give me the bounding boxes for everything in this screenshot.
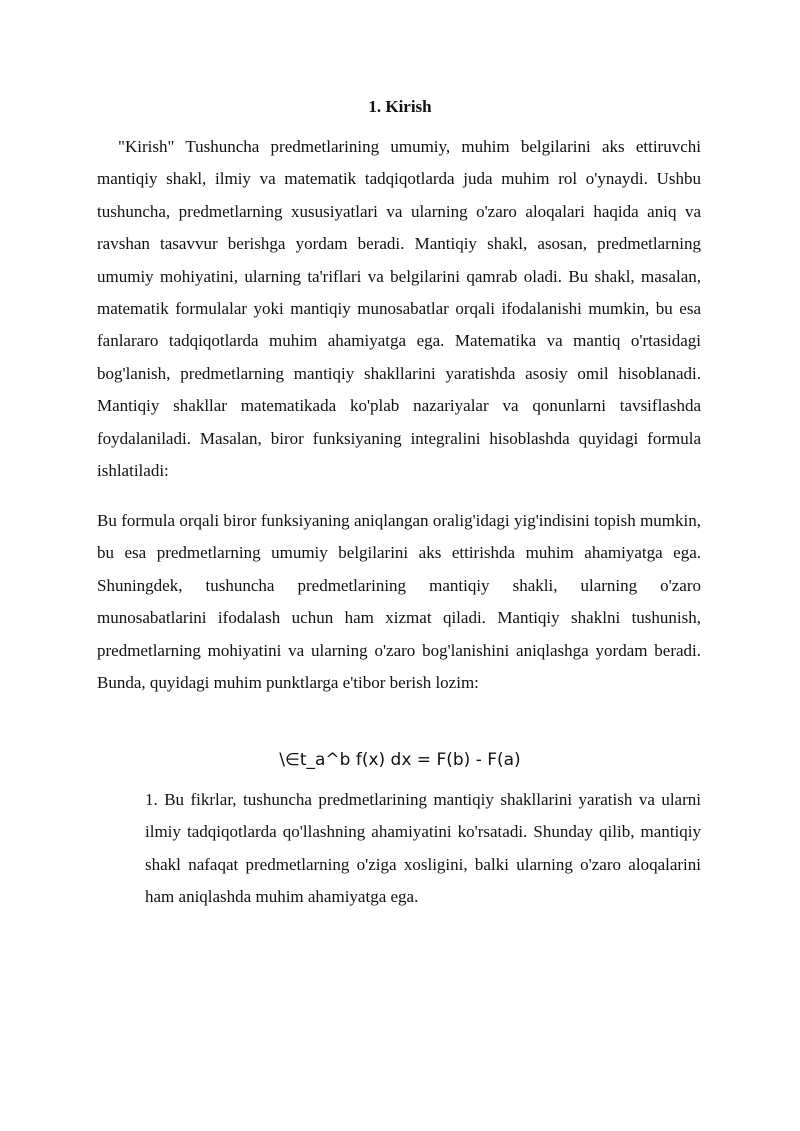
list-item: 1. Bu fikrlar, tushuncha predmetlarining mantiqiy shakllarini yaratish va ularni ilmiy tadqiqotlarda qo'llashning ahamiyatini ko'rsatadi. Shunday qilib, mantiqiy shakl nafaqat predmetlarning o'ziga xosligini, balki ularning o'zaro aloqalarini ham aniqlashda muhim ahamiyatga ega. <box>145 790 701 907</box>
paragraph-intro: "Kirish" Tushuncha predmetlarining umumiy, muhim belgilarini aks ettiruvchi mantiqiy shakl, ilmiy va matematik tadqiqotlarda juda muhim rol o'ynaydi. Ushbu tushuncha, predmetlarning xususiyatlari va ularning o'zaro aloqalari haqida aniq va ravshan tasavvur berishga yordam beradi. Mantiqiy shakl, asosan, predmetlarning umumiy mohiyatini, ularning ta'riflari va belgilarini qamrab oladi. Bu shakl, masalan, matematik formulalar yoki mantiqiy munosabatlar orqali ifodalanishi mumkin, bu esa fanlararo tadqiqotlarda muhim ahamiyatga ega. Matematika va mantiq o'rtasidagi bog'lanish, predmetlarning mantiqiy shakllarini yaratishda asosiy omil hisoblanadi. Mantiqiy shakllar matematikada ko'plab nazariyalar va qonunlarni tavsiflashda foydalaniladi. Masalan, biror funksiyaning integralini hisoblashda quyidagi formula ishlatiladi: <box>97 137 701 481</box>
section-heading: 1. Kirish <box>368 97 432 116</box>
paragraph-formula-explanation: Bu formula orqali biror funksiyaning aniqlangan oralig'idagi yig'indisini topish mumkin, bu esa predmetlarning umumiy belgilarini aks ettirishda muhim ahamiyatga ega. Shuningdek, tushuncha predmetlarining mantiqiy shakli, ularning o'zaro munosabatlarini ifodalash uchun ham xizmat qiladi. Mantiqiy shaklni tushunish, predmetlarning mohiyatini va ularning o'zaro bog'lanishini aniqlashga yordam beradi. Bunda, quyidagi muhim punktlarga e'tibor berish lozim: <box>97 511 701 693</box>
integral-formula: \∈t_a^b f(x) dx = F(b) - F(a) <box>279 750 521 770</box>
